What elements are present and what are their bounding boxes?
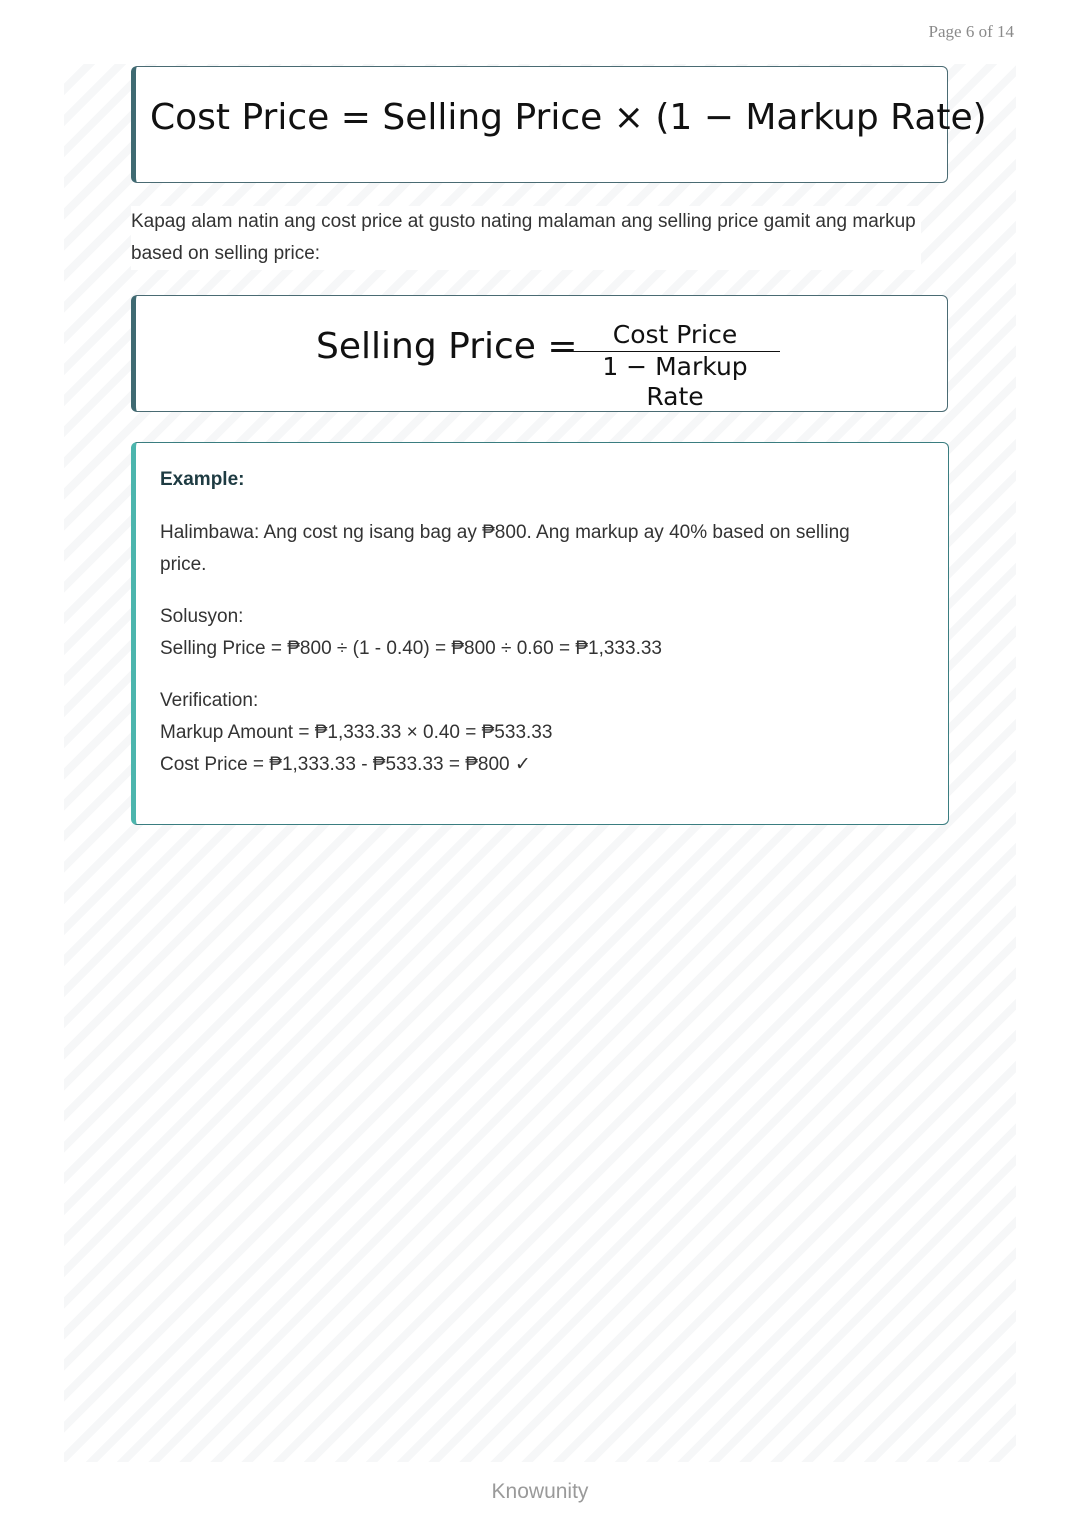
page-number: Page 6 of 14 — [928, 22, 1014, 41]
fraction-numerator: Cost Price — [570, 320, 780, 352]
example-body — [160, 517, 900, 781]
cost-price-formula: Cost Price = Selling Price × (1 − Markup Rate) — [150, 97, 987, 138]
solution-line: Selling Price = ₱800 ÷ (1 - 0.40) = ₱800 ÷ 0.60 = ₱1,333.33 — [160, 638, 662, 659]
selling-price-formula-lhs: Selling Price = — [316, 326, 578, 367]
verification-line-1: Markup Amount = ₱1,333.33 × 0.40 = ₱533.33 — [160, 722, 553, 743]
footer-brand: Knowunity — [491, 1480, 589, 1503]
solution-label: Solusyon: — [160, 606, 244, 627]
verification-line-2: Cost Price = ₱1,333.33 - ₱533.33 = ₱800 ✓ — [160, 754, 531, 775]
intro-paragraph: Kapag alam natin ang cost price at gusto nating malaman ang selling price gamit ang markup based on selling price: — [131, 206, 921, 270]
example-box — [131, 442, 949, 825]
example-title: Example: — [160, 469, 245, 490]
selling-price-formula-box — [131, 295, 948, 412]
fraction-denominator: 1 − Markup Rate — [602, 352, 748, 411]
selling-price-formula-fraction — [570, 320, 780, 412]
example-problem: Halimbawa: Ang cost ng isang bag ay ₱800. Ang markup ay 40% based on selling price. — [160, 522, 850, 575]
cost-price-formula-box — [131, 66, 987, 183]
verification-label: Verification: — [160, 690, 259, 711]
